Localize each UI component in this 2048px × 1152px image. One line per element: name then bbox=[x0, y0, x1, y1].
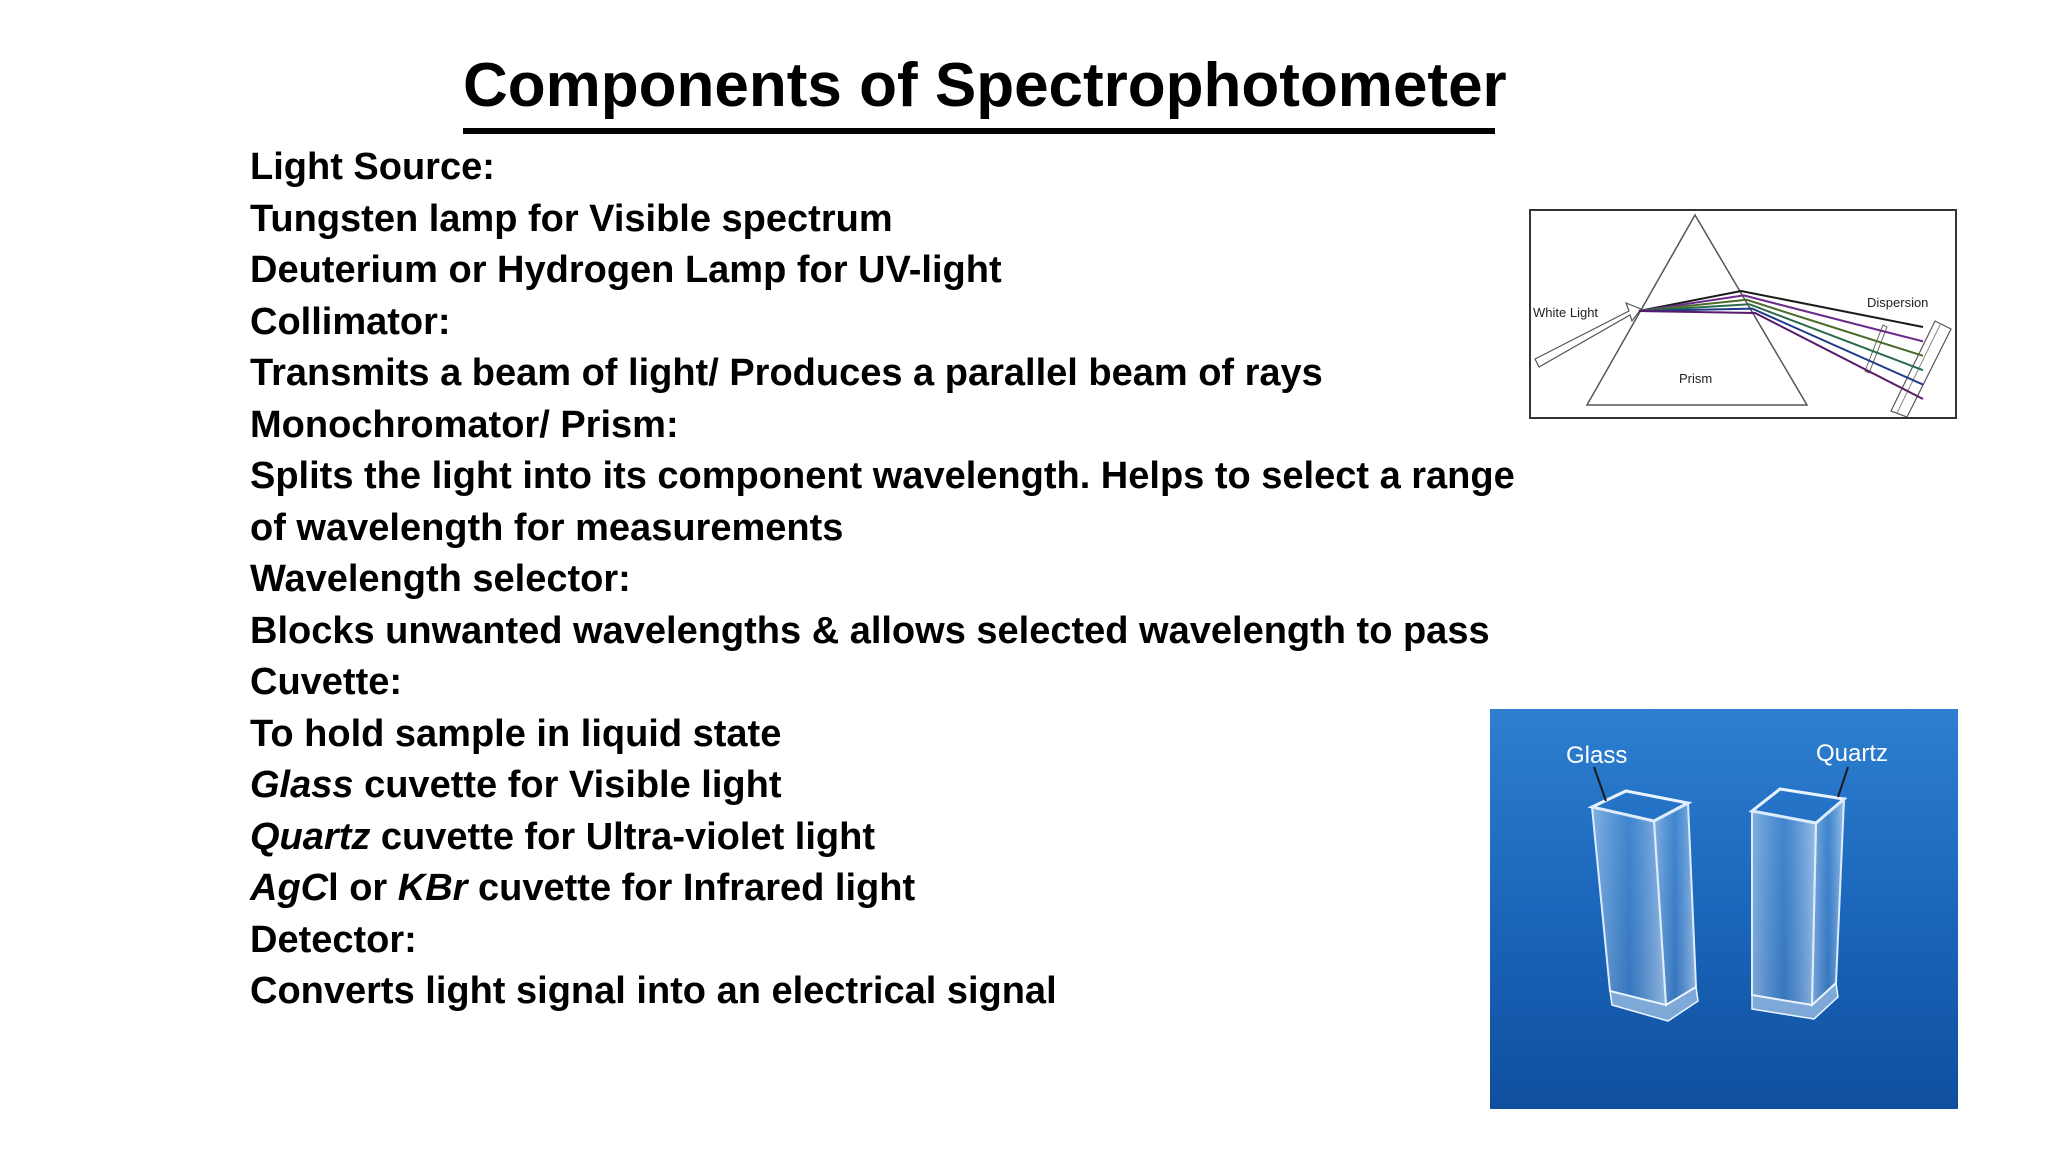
content-list bbox=[250, 142, 1550, 1018]
title-underline bbox=[463, 128, 1495, 134]
text-detector: Converts light signal into an electrical signal bbox=[250, 970, 1057, 1012]
slide-title: Components of Spectrophotometer bbox=[463, 51, 1507, 120]
cuvette-photo-svg bbox=[1490, 709, 1958, 1109]
quartz-label: Quartz bbox=[1816, 740, 1889, 767]
prism-dispersion-svg bbox=[1531, 211, 1955, 417]
text-monochromator: Splits the light into its component wavelength. Helps to select a range of wavelength for measurements bbox=[250, 455, 1515, 549]
prism-dispersion-figure bbox=[1529, 209, 1957, 419]
heading-collimator: Collimator: bbox=[250, 300, 451, 343]
text-glass-rest: cuvette for Visible light bbox=[353, 764, 782, 806]
text-quartz-cuvette bbox=[250, 812, 1550, 864]
text-agcl-cuvette bbox=[250, 863, 1550, 915]
italic-quartz: Quartz bbox=[250, 815, 371, 858]
photo-background bbox=[1490, 709, 1958, 1109]
heading-wavelength-selector: Wavelength selector: bbox=[250, 558, 631, 600]
text-tungsten-lamp: Tungsten lamp for Visible spectrum bbox=[250, 197, 893, 240]
italic-agc: AgC bbox=[250, 867, 329, 909]
text-wavelength-selector: Blocks unwanted wavelengths & allows selected wavelength to pass bbox=[250, 609, 1490, 652]
text-collimator: Transmits a beam of light/ Produces a parallel beam of rays bbox=[250, 352, 1323, 394]
text-cuvette: To hold sample in liquid state bbox=[250, 712, 782, 755]
text-agcl-mid: l or bbox=[328, 867, 398, 909]
white-light-label: White Light bbox=[1533, 305, 1599, 320]
text-glass-cuvette bbox=[250, 760, 1550, 812]
quartz-cuvette-front bbox=[1752, 811, 1816, 1005]
heading-monochromator: Monochromator/ Prism: bbox=[250, 403, 679, 446]
prism-label: Prism bbox=[1679, 371, 1713, 386]
heading-detector: Detector: bbox=[250, 918, 417, 961]
text-quartz-rest: cuvette for Ultra-violet light bbox=[370, 815, 875, 858]
cuvette-photo bbox=[1490, 709, 1958, 1109]
text-deuterium-lamp: Deuterium or Hydrogen Lamp for UV-light bbox=[250, 249, 1002, 291]
glass-label: Glass bbox=[1566, 742, 1628, 769]
dispersion-label: Dispersion bbox=[1867, 295, 1929, 310]
italic-kbr: KBr bbox=[397, 867, 468, 909]
heading-light-source: Light Source: bbox=[250, 146, 495, 188]
heading-cuvette: Cuvette: bbox=[250, 661, 403, 703]
text-agcl-rest: cuvette for Infrared light bbox=[467, 867, 916, 909]
italic-glass: Glass bbox=[250, 764, 354, 806]
